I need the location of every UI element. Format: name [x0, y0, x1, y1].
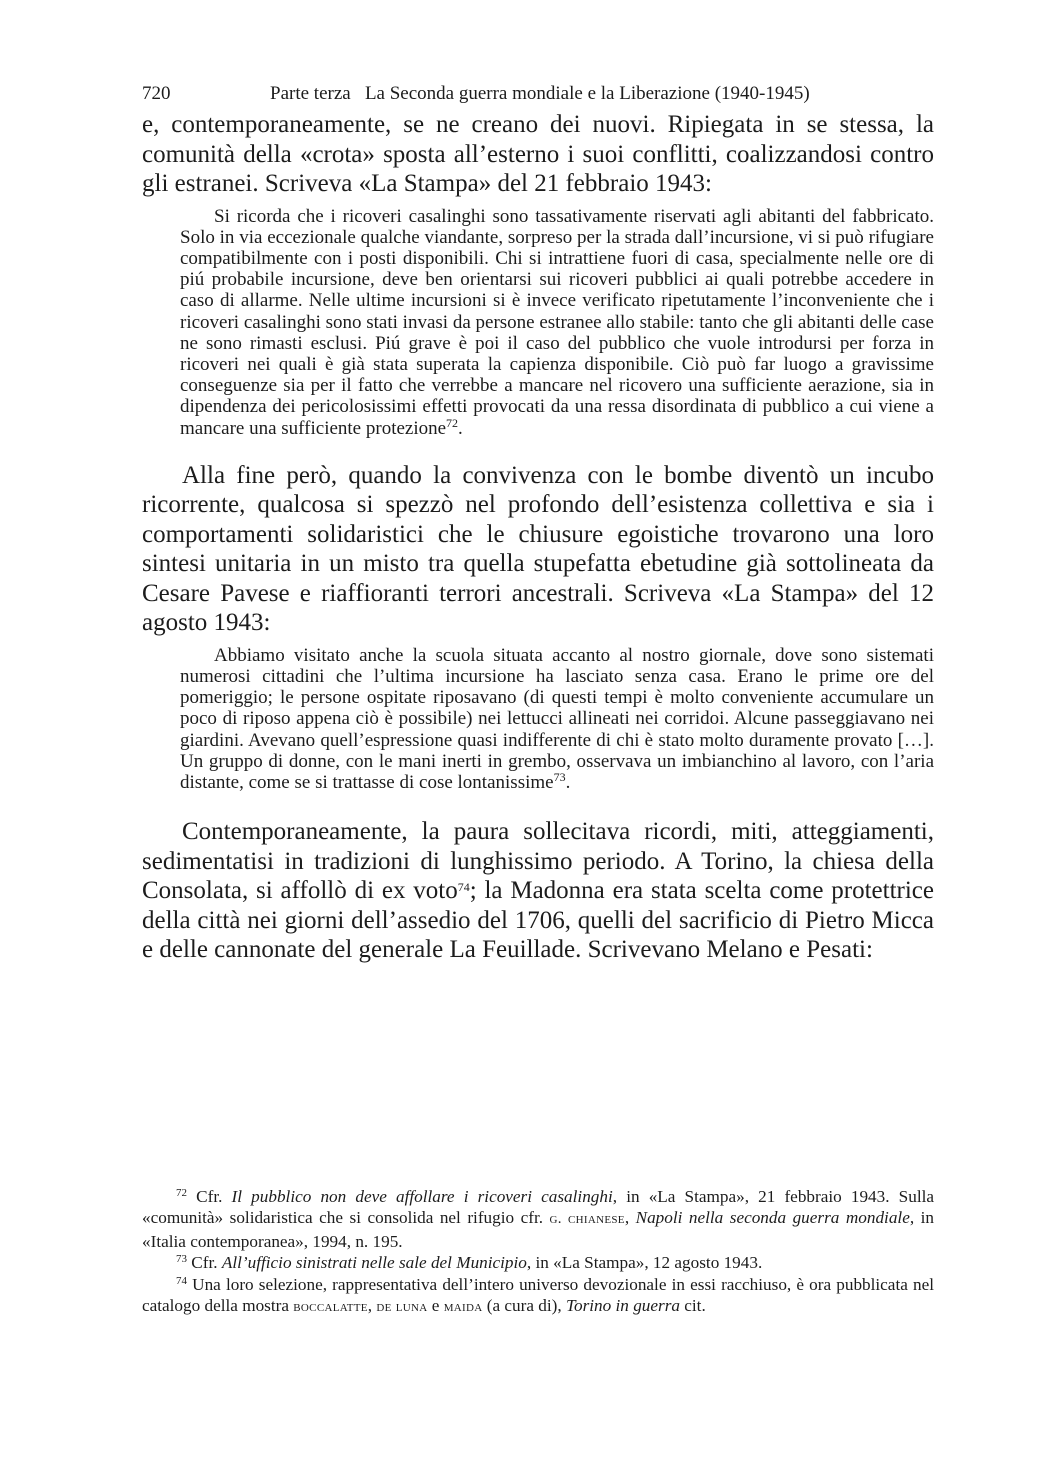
block-quote-1-text: Si ricorda che i ricoveri casalinghi sono tassativamente riservati agli abitanti del fabbricato. Solo in via eccezionale qualche viandante, sorpreso per la strada dall’incursione, vi si può rifugiare compatibilmente con i posti disponibili. Chi si intrattiene fuori di casa, specialmente nelle ore di piú probabile incursione, deve ben orientarsi sui ricoveri pubblici ai quali potrebbe accedere in caso di allarme. Nelle ultime incursioni si è invece verificato ripetutamente l’inconveniente che i ricoveri casalinghi sono stati invasi da persone estranee allo stabile: tanto che gli abitanti delle case ne sono rimasti esclusi. Piú grave è poi il caso del pubblico che vuole introdursi per forza in ricoveri nei quali è già stata superata la capienza disponibile. Ciò può far luogo a gravissime conseguenze sia per il fatto che verrebbe a mancare nel ricovero una sufficiente aerazione, sia in dipendenza dei pericolosissimi effetti provocati da una ressa disordinata di pubblico a cui viene a mancare una sufficiente protezione [180, 205, 934, 439]
footnote-74-author-1: boccalatte [293, 1299, 368, 1316]
block-quote-2 [180, 645, 934, 793]
block-quote-1 [180, 206, 934, 439]
running-title: Parte terza La Seconda guerra mondiale e la Liberazione (1940-1945) [270, 83, 810, 104]
footnotes [142, 1186, 934, 1318]
block-quote-2-text: Abbiamo visitato anche la scuola situata accanto al nostro giornale, dove sono sistemati numerosi cittadini che l’ultima incursione ha lasciato senza casa. Erano le prime ore del pomeriggio; le persone ospitate riposavano (di questi tempi è molto conveniente accumulare un poco di riposo appena ciò è possibile) nei lettucci allineati nei corridoi. Alcune passeggiavano nei giardini. Avevano quell’espressione quasi indifferente di chi è stato molto duramente provato […]. Un gruppo di donne, con le mani inerti in grembo, osservava un imbianchino al lavoro, con l’aria distante, come se si trattasse di cose lontanissime [180, 644, 934, 793]
page [142, 80, 934, 965]
footnote-74-text-b: (a cura di), [482, 1296, 566, 1316]
footnote-72-text-b: , in «La Stampa», 21 febbraio 1943. Sulla «comunità» solidaristica che si consolida nel rifugio cfr. [142, 1187, 934, 1228]
footnote-ref-74[interactable]: 74 [457, 880, 470, 895]
footnote-72-text-c: , [624, 1208, 636, 1228]
footnote-74-author-3: maida [443, 1299, 483, 1316]
paragraph-3 [142, 817, 934, 965]
footnote-72 [142, 1186, 934, 1252]
footnote-72-text-d: , in «Italia contemporanea», 1994, n. 195. [142, 1208, 934, 1251]
running-head [142, 80, 934, 108]
block-quote-1-end: . [458, 417, 463, 439]
page-number: 720 [142, 83, 171, 104]
footnote-72-text-a: Cfr. [196, 1187, 232, 1206]
footnote-74-sep-1: , [367, 1296, 377, 1316]
footnote-74-sep-2: e [427, 1296, 444, 1316]
footnote-ref-73[interactable]: 73 [553, 769, 566, 784]
footnote-72-title-1: Il pubblico non deve affollare i ricoveri casalinghi [231, 1187, 613, 1206]
footnote-73-number: 73 [176, 1253, 187, 1266]
paragraph-2: Alla fine però, quando la convivenza con le bombe diventò un incubo ricorrente, qualcosa si spezzò nel profondo dell’esistenza collettiva e sia i comportamenti solidaristici che le chiusure egoistiche trovarono una loro sintesi unitaria in un misto tra quella stupefatta ebetudine già sottolineata da Cesare Pavese e riaffioranti terrori ancestrali. Scriveva «La Stampa» del 12 agosto 1943: [142, 461, 934, 637]
footnote-74 [142, 1274, 934, 1319]
footnote-73-text-b: , in «La Stampa», 12 agosto 1943. [526, 1253, 763, 1273]
footnote-73-text-a: Cfr. [191, 1253, 222, 1273]
footnote-74-number: 74 [176, 1274, 187, 1287]
paragraph-1: e, contemporaneamente, se ne creano dei nuovi. Ripiegata in se stessa, la comunità della «crota» sposta all’esterno i suoi conflitti, coalizzandosi contro gli estranei. Scriveva «La Stampa» del 21 febbraio 1943: [142, 111, 934, 197]
paragraph-3-after: ; la Madonna era stata scelta come protettrice della città nei giorni dell’assedio del 1706, quelli del sacrificio di Pietro Micca e delle cannonate del generale La Feuillade. Scrivevano Melano e Pesati: [142, 877, 934, 964]
block-quote-2-end: . [565, 771, 571, 793]
footnote-72-number: 72 [176, 1187, 187, 1199]
paragraph-3-before: Contemporaneamente, la paura sollecitava ricordi, miti, atteggiamenti, sedimentatisi in tradizioni di lunghissimo periodo. A Torino, la chiesa della Consolata, si affollò di ex voto [142, 818, 934, 905]
footnote-73-title: All’ufficio sinistrati nelle sale del Municipio [221, 1253, 527, 1273]
footnote-73 [142, 1252, 934, 1273]
footnote-74-text-c: cit. [679, 1296, 706, 1316]
footnote-74-title: Torino in guerra [566, 1296, 680, 1316]
footnote-72-author: g. chianese [549, 1211, 625, 1228]
footnote-74-text-a: Una loro selezione, rappresentativa dell’intero universo devozionale in essi racchiuso, è ora pubblicata nel catalogo della mostra [142, 1274, 934, 1316]
footnote-72-title-2: Napoli nella seconda guerra mondiale [635, 1208, 910, 1228]
footnote-74-author-2: de luna [376, 1299, 428, 1316]
footnote-ref-72[interactable]: 72 [446, 415, 459, 430]
